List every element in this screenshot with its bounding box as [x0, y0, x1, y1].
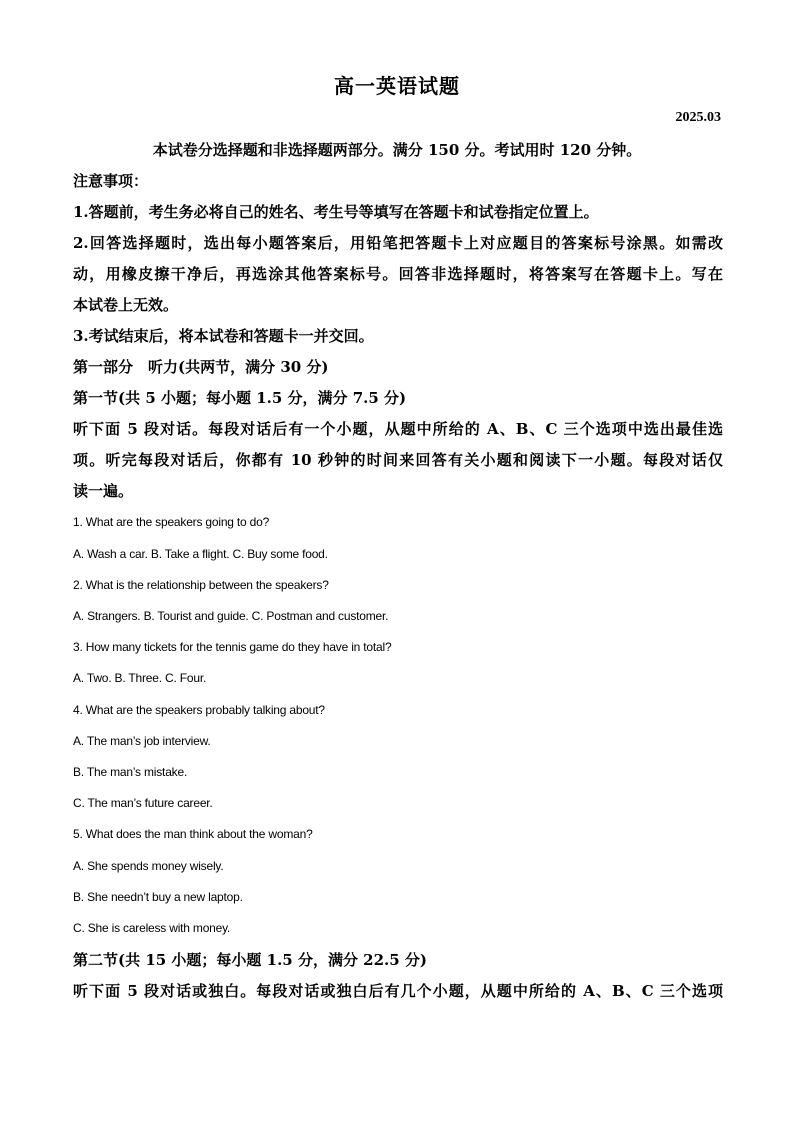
section2-instruction-line-1: 听下面 5 段对话或独白。每段对话或独白后有几个小题，从题中所给的 A、B、C 三个选项: [73, 982, 723, 1000]
section1-instruction-line-1: 听下面 5 段对话。每段对话后有一个小题，从题中所给的 A、B、C 三个选项中选出最佳选: [73, 420, 723, 438]
question-2-options: A. Strangers. B. Tourist and guide. C. Postman and customer.: [73, 609, 389, 623]
question-1-stem: 1. What are the speakers going to do?: [73, 515, 270, 529]
question-5-stem: 5. What does the man think about the woman?: [73, 827, 313, 841]
question-3-options: A. Two. B. Three. C. Four.: [73, 671, 207, 685]
question-3-stem: 3. How many tickets for the tennis game do they have in total?: [73, 640, 392, 654]
question-1-options: A. Wash a car. B. Take a flight. C. Buy some food.: [73, 547, 328, 561]
exam-intro: 本试卷分选择题和非选择题两部分。满分 150 分。考试用时 120 分钟。: [152, 141, 642, 159]
part1-heading: 第一部分 听力(共两节，满分 30 分): [73, 358, 329, 376]
notes-heading: 注意事项：: [73, 172, 149, 190]
section1-instruction-line-3: 读一遍。: [73, 482, 134, 500]
page-title: 高一英语试题: [334, 74, 460, 98]
question-4-stem: 4. What are the speakers probably talking about?: [73, 703, 325, 717]
note-item-1: 1.答题前，考生务必将自己的姓名、考生号等填写在答题卡和试卷指定位置上。: [73, 203, 599, 221]
section2-heading: 第二节(共 15 小题；每小题 1.5 分，满分 22.5 分): [73, 951, 428, 969]
note-item-2-line-3: 本试卷上无效。: [73, 296, 179, 314]
section1-instruction-line-2: 项。听完每段对话后，你都有 10 秒钟的时间来回答有关小题和阅读下一小题。每段对话仅: [73, 451, 723, 469]
exam-date: 2025.03: [675, 110, 721, 125]
question-2-stem: 2. What is the relationship between the speakers?: [73, 578, 329, 592]
note-item-2-line-1: 2.回答选择题时，选出每小题答案后，用铅笔把答题卡上对应题目的答案标号涂黑。如需改: [73, 234, 723, 252]
note-item-3: 3.考试结束后，将本试卷和答题卡一并交回。: [73, 327, 374, 345]
question-5-option-a: A. She spends money wisely.: [73, 859, 224, 873]
section1-heading: 第一节(共 5 小题；每小题 1.5 分，满分 7.5 分): [73, 389, 407, 407]
note-item-2-line-2: 动，用橡皮擦干净后，再选涂其他答案标号。回答非选择题时，将答案写在答题卡上。写在: [73, 265, 723, 283]
question-4-option-c: C. The man’s future career.: [73, 796, 213, 810]
question-4-option-a: A. The man’s job interview.: [73, 734, 211, 748]
question-5-option-b: B. She needn’t buy a new laptop.: [73, 890, 243, 904]
question-4-option-b: B. The man’s mistake.: [73, 765, 188, 779]
question-5-option-c: C. She is careless with money.: [73, 921, 231, 935]
